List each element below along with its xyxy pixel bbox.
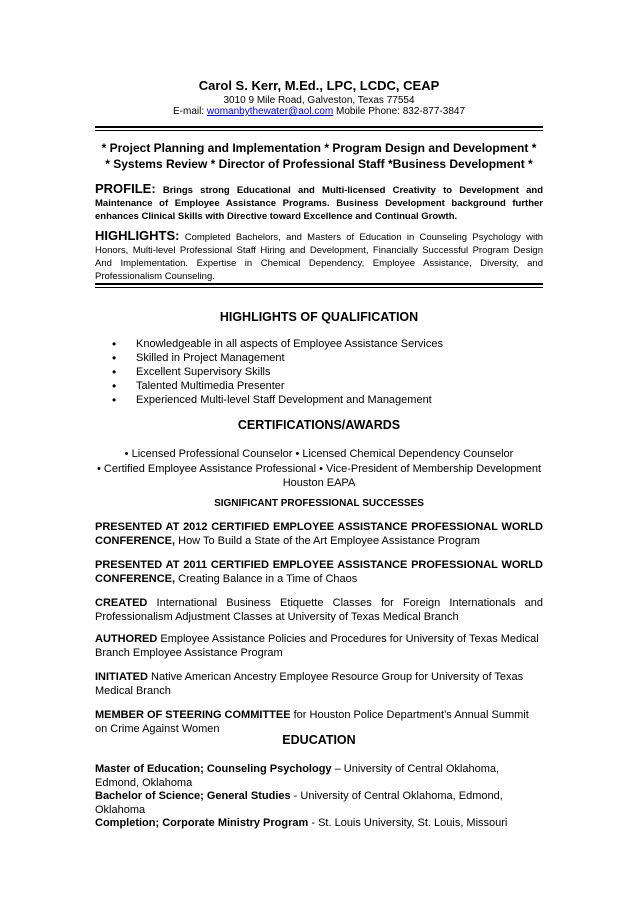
degree-name: Bachelor of Science; General Studies (95, 790, 291, 802)
success-lead: CREATED (95, 597, 148, 609)
list-item: • Talented Multimedia Presenter (112, 379, 443, 393)
education-item (95, 762, 543, 790)
success-text: International Business Etiquette Classes for Foreign Internationals and Professionalism Adjustment Classes at University of Texas Medical Branch (95, 597, 543, 623)
success-entry (95, 632, 543, 660)
profile-heading: PROFILE: (95, 181, 156, 196)
skills-banner (95, 140, 543, 172)
list-item: • Excellent Supervisory Skills (112, 365, 443, 379)
qualifications-list (112, 337, 443, 407)
education-item (95, 816, 543, 830)
cert-line-1: • Licensed Professional Counselor • Licensed Chemical Dependency Counselor (124, 448, 514, 460)
degree-name: Completion; Corporate Ministry Program (95, 817, 309, 829)
qualifications-title: HIGHLIGHTS OF QUALIFICATION (219, 310, 419, 324)
success-entry (95, 520, 543, 548)
profile-section (95, 182, 543, 223)
degree-name: Master of Education; Counseling Psychology (95, 763, 332, 775)
success-text: How To Build a State of the Art Employee Assistance Program (175, 535, 480, 547)
success-lead: INITIATED (95, 671, 148, 683)
degree-school: – University of Central Oklahoma, Edmond, Oklahoma (95, 763, 500, 789)
success-text: for Houston Police Department’s Annual Summit on Crime Against Women (95, 709, 529, 735)
banner-line-1: * Project Planning and Implementation * Program Design and Development * (101, 141, 537, 155)
section-divider-thin (95, 287, 543, 288)
profile-text: Brings strong Educational and Multi-licensed Creativity to Development and Maintenance of Employee Assistance Programs. Business Development background further enhances Clinical Skills with Directive toward Excellence and Continual Growth. (95, 185, 543, 222)
success-entry (95, 596, 543, 624)
candidate-address: 3010 9 Mile Road, Galveston, Texas 77554 (223, 95, 415, 106)
success-lead: MEMBER OF STEERING COMMITTEE (95, 709, 291, 721)
banner-line-2: * Systems Review * Director of Professional Staff *Business Development * (105, 157, 533, 171)
success-text: Creating Balance in a Time of Chaos (175, 573, 358, 585)
cert-line-2: • Certified Employee Assistance Professional • Vice-President of Membership Development (96, 463, 542, 475)
list-item: • Skilled in Project Management (112, 351, 443, 365)
success-entry (95, 558, 543, 586)
success-lead: PRESENTED AT 2012 CERTIFIED EMPLOYEE ASSISTANCE PROFESSIONAL WORLD CONFERENCE, (95, 521, 543, 547)
degree-school: - St. Louis University, St. Louis, Missouri (308, 817, 508, 829)
contact-line (0, 106, 638, 118)
highlights-heading: HIGHLIGHTS: (95, 228, 180, 243)
education-item (95, 789, 543, 817)
candidate-name: Carol S. Kerr, M.Ed., LPC, LCDC, CEAP (198, 78, 440, 93)
highlights-text: Completed Bachelors, and Masters of Education in Counseling Psychology with Honors, Multi-level Professional Staff Hiring and Development, Financially Successful Program Design And Implementation. Expertise in Chemical Dependency, Employee Assistance, Diversity, and Professionalism Counseling. (95, 232, 543, 282)
phone-text: Mobile Phone: 832-877-3847 (336, 106, 465, 117)
cert-line-3: Houston EAPA (282, 477, 356, 489)
success-entry (95, 670, 543, 698)
header-divider-thick (95, 126, 543, 128)
degree-school: - University of Central Oklahoma, Edmond, Oklahoma (95, 790, 503, 816)
certifications-title: CERTIFICATIONS/AWARDS (237, 418, 401, 432)
email-label: E-mail: (173, 106, 205, 117)
education-title: EDUCATION (282, 733, 356, 747)
success-lead: AUTHORED (95, 633, 158, 645)
success-text: Native American Ancestry Employee Resource Group for University of Texas Medical Branch (95, 671, 524, 697)
list-item: • Experienced Multi-level Staff Development and Management (112, 393, 443, 407)
header-divider-thin (95, 130, 543, 131)
list-item: • Knowledgeable in all aspects of Employee Assistance Services (112, 337, 443, 351)
email-link[interactable]: womanbythewater@aol.com (206, 106, 334, 117)
success-lead: PRESENTED AT 2011 CERTIFIED EMPLOYEE ASSISTANCE PROFESSIONAL WORLD CONFERENCE, (95, 559, 543, 585)
success-text: Employee Assistance Policies and Procedures for University of Texas Medical Branch Employee Assistance Program (95, 633, 539, 659)
highlights-section (95, 229, 543, 283)
section-divider-thick (95, 283, 543, 285)
success-entry (95, 708, 543, 736)
successes-title: SIGNIFICANT PROFESSIONAL SUCCESSES (214, 498, 424, 509)
